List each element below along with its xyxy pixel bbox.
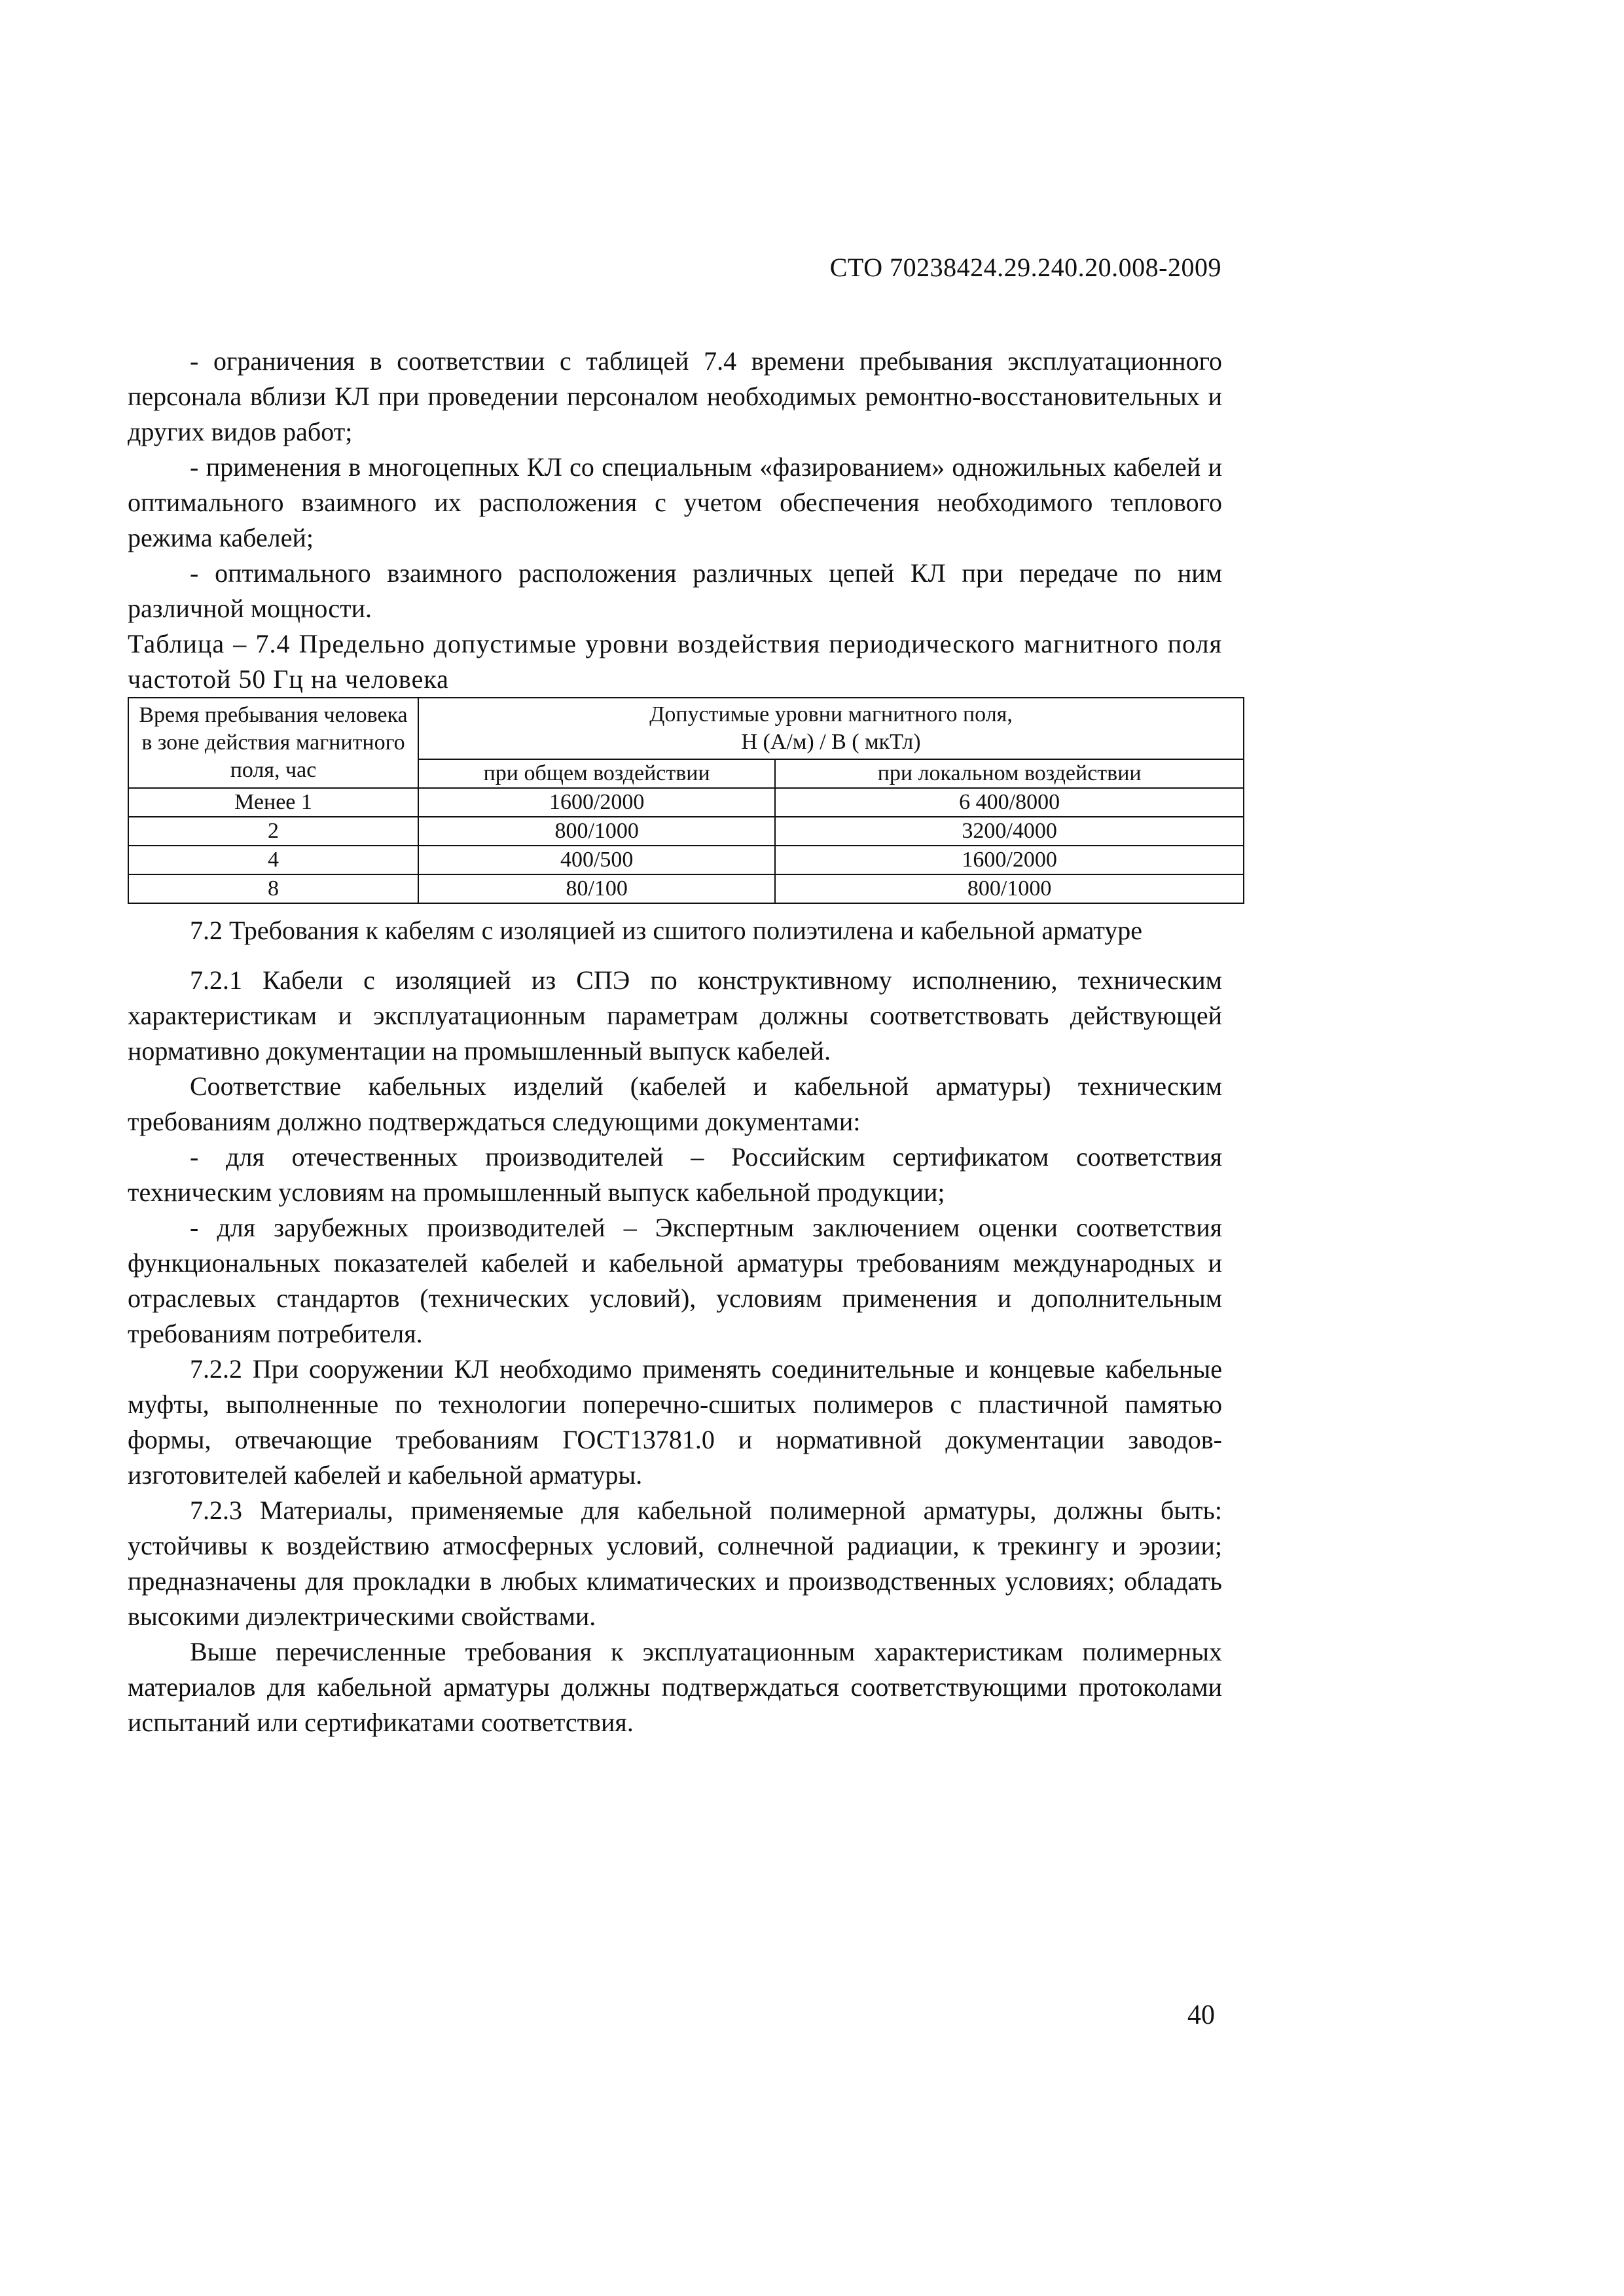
document-code: СТО 70238424.29.240.20.008-2009 [829, 253, 1221, 282]
cell-local: 3200/4000 [775, 817, 1244, 846]
page-body [128, 344, 1222, 1740]
paragraph: 7.2.1 Кабели с изоляцией из СПЭ по конструктивному исполнению, техническим характеристикам и эксплуатационным параметрам должны соответствовать действующей нормативно документации на промышленный выпуск кабелей. [128, 965, 1222, 1066]
cell-time: 4 [128, 846, 418, 874]
paragraph: 7.2.3 Материалы, применяемые для кабельной полимерной арматуры, должны быть: устойчивы к воздействию атмосферных условий, солнечной радиации, к трекингу и эрозии; предназначены для прокладки в любых климатических и производственных условиях; обладать высокими диэлектрическими свойствами. [128, 1496, 1222, 1631]
col-header-levels [418, 698, 1244, 759]
cell-general: 400/500 [418, 846, 775, 874]
col-header-levels-line2: Н (А/м) / В ( мкТл) [741, 730, 921, 754]
paragraph: - оптимального взаимного расположения различных цепей КЛ при передаче по ним различной мощности. [128, 558, 1222, 623]
cell-time: Менее 1 [128, 788, 418, 817]
paragraph: - ограничения в соответствии с таблицей 7.4 времени пребывания эксплуатационного персонала вблизи КЛ при проведении персоналом необходимых ремонтно-восстановительных и других видов работ; [128, 346, 1222, 446]
cell-general: 1600/2000 [418, 788, 775, 817]
col-header-general: при общем воздействии [418, 759, 775, 788]
paragraph: 7.2.2 При сооружении КЛ необходимо применять соединительные и концевые кабельные муфты, выполненные по технологии поперечно-сшитых полимеров с пластичной памятью формы, отвечающие требованиям ГОСТ13781.0 и нормативной документации заводов-изготовителей кабелей и кабельной арматуры. [128, 1354, 1222, 1490]
table-row [128, 874, 1244, 903]
page-number: 40 [1187, 2000, 1215, 2030]
paragraph: - для отечественных производителей – Российским сертификатом соответствия техническим условиям на промышленный выпуск кабельной продукции; [128, 1142, 1222, 1207]
col-header-levels-line1: Допустимые уровни магнитного поля, [649, 702, 1013, 726]
cell-local: 800/1000 [775, 874, 1244, 903]
table-row [128, 846, 1244, 874]
cell-general: 800/1000 [418, 817, 775, 846]
table-caption: Таблица – 7.4 Предельно допустимые уровни воздействия периодического магнитного поля частотой 50 Гц на человека [128, 629, 1222, 694]
col-header-local: при локальном воздействии [775, 759, 1244, 788]
paragraph: Соответствие кабельных изделий (кабелей и кабельной арматуры) техническим требованиям должно подтверждаться следующими документами: [128, 1071, 1222, 1136]
cell-time: 8 [128, 874, 418, 903]
table-row [128, 788, 1244, 817]
cell-local: 6 400/8000 [775, 788, 1244, 817]
paragraph: Выше перечисленные требования к эксплуатационным характеристикам полимерных материалов для кабельной арматуры должны подтверждаться соответствующими протоколами испытаний или сертификатами соответствия. [128, 1637, 1222, 1737]
section-7-2-title: 7.2 Требования к кабелям с изоляцией из сшитого полиэтилена и кабельной арматуре [190, 916, 1143, 945]
magnetic-field-limits-table [128, 697, 1244, 904]
cell-time: 2 [128, 817, 418, 846]
cell-general: 80/100 [418, 874, 775, 903]
cell-local: 1600/2000 [775, 846, 1244, 874]
paragraph: - применения в многоцепных КЛ со специальным «фазированием» одножильных кабелей и оптимального взаимного их расположения с учетом обеспечения необходимого теплового режима кабелей; [128, 452, 1222, 552]
table-row [128, 817, 1244, 846]
paragraph: - для зарубежных производителей – Экспертным заключением оценки соответствия функциональных показателей кабелей и кабельной арматуры требованиям международных и отраслевых стандартов (технических условий), условиям применения и дополнительным требованиям потребителя. [128, 1213, 1222, 1348]
col-header-time: Время пребывания человека в зоне действия магнитного поля, час [128, 698, 418, 788]
